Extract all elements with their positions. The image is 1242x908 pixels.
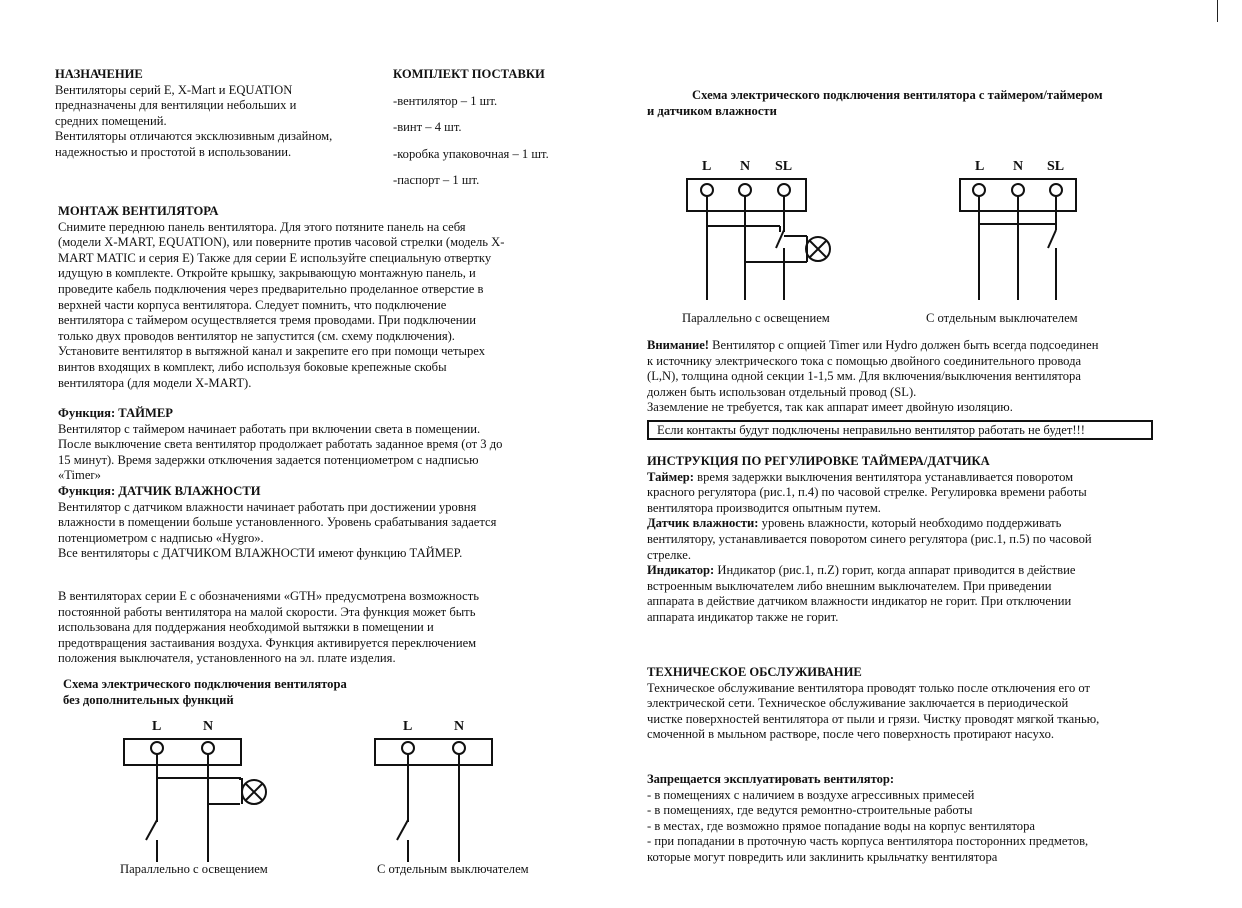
sensor-instruction-line: вентилятору, устанавливается поворотом синего регулятора (рис.1, п.5) по часовой	[647, 531, 1092, 546]
forbidden-title: Запрещается эксплуатировать вентилятор:	[647, 772, 895, 786]
left-d2-label-n: N	[454, 719, 465, 734]
mounting-section	[58, 204, 558, 391]
right-d2-terminal-l	[973, 184, 985, 196]
attention-section	[647, 338, 1155, 416]
timer-line: После выключение света вентилятор продолжает работать заданное время (от 3 до	[58, 437, 503, 452]
purpose-section	[55, 67, 375, 161]
right-d1-label-sl: SL	[775, 159, 793, 174]
kit-title: КОМПЛЕКТ ПОСТАВКИ	[393, 67, 545, 81]
timer-lead: Таймер:	[647, 469, 695, 484]
right-d2-terminal-sl	[1050, 184, 1062, 196]
mounting-title: МОНТАЖ ВЕНТИЛЯТОРА	[58, 204, 219, 218]
right-d2-label-n: N	[1013, 159, 1024, 174]
timer-instruction-line: время задержки выключения вентилятора устанавливается поворотом	[694, 469, 1074, 484]
attention-line: должен быть использован отдельный провод (SL).	[647, 384, 917, 399]
humidity-line: Все вентиляторы с ДАТЧИКОМ ВЛАЖНОСТИ имеют функцию ТАЙМЕР.	[58, 546, 463, 561]
attention-line: Заземление не требуется, так как аппарат имеет двойную изоляцию.	[647, 400, 1013, 415]
attention-line: Вентилятор с опцией Timer или Hydro должен быть всегда подсоединен	[709, 338, 1099, 352]
indicator-instruction-line: встроенным выключателем либо внешним выключателем. При приведении	[647, 578, 1052, 593]
timer-section	[58, 406, 558, 562]
right-d1-switch	[776, 230, 784, 248]
mounting-line: Установите вентилятор в вытяжной канал и закрепите его при помощи четырех	[58, 344, 485, 359]
right-scheme-title	[647, 88, 1167, 119]
maintenance-line: чистке поверхностей вентилятора от пыли и грязи. Чистку проводят мягкой тканью,	[647, 711, 1100, 726]
instruction-section	[647, 454, 1155, 626]
forbidden-item: - при попадании в проточную часть корпуса вентилятора посторонних предметов,	[647, 834, 1089, 849]
maintenance-line: смоченной в мыльном растворе, после чего поверхность протирают насухо.	[647, 727, 1055, 742]
timer-instruction-line: красного регулятора (рис.1, п.4) по часовой стрелке. Регулировка времени работы	[647, 485, 1087, 500]
purpose-line: средних помещений.	[55, 113, 167, 128]
mounting-line: MART MATIC и серия E) Также для серии E используйте специальную отвертку	[58, 250, 492, 265]
indicator-lead: Индикатор:	[647, 563, 715, 578]
right-caption-1: Параллельно с освещением	[682, 311, 830, 325]
purpose-line: предназначены для вентиляции небольших и	[55, 98, 297, 113]
mounting-line: проведите кабель подключения через предварительно проделанное отверстие в	[58, 281, 484, 296]
left-scheme-title-1: Схема электрического подключения вентилятора	[63, 677, 347, 691]
indicator-instruction-line: аппарата в действие датчиком влажности индикатор не горит. При отключении	[647, 594, 1072, 609]
right-caption-2: С отдельным выключателем	[926, 311, 1078, 325]
kit-item: -паспорт – 1 шт.	[393, 173, 480, 188]
gth-line: В вентиляторах серии E с обозначениями «GTH» предусмотрена возможность	[58, 589, 480, 603]
indicator-instruction-line: Индикатор (рис.1, п.Z) горит, когда аппарат приводится в действие	[714, 563, 1076, 578]
maintenance-title: ТЕХНИЧЕСКОЕ ОБСЛУЖИВАНИЕ	[647, 665, 862, 679]
left-scheme-title	[63, 677, 463, 708]
right-scheme-title-2: и датчиком влажности	[647, 103, 777, 118]
humidity-line: влажности в помещении больше установленного. Уровень срабатывания задается	[58, 515, 497, 530]
right-d1-terminal-sl	[778, 184, 790, 196]
right-scheme-title-1: Схема электрического подключения вентилятора с таймером/таймером	[692, 88, 1103, 102]
gth-line: использована для поддержания необходимой вытяжки в помещении и	[58, 620, 434, 635]
mounting-line: Снимите переднюю панель вентилятора. Для этого потяните панель на себя	[58, 219, 466, 234]
sensor-instruction-line: уровень влажности, который необходимо поддерживать	[758, 516, 1062, 531]
forbidden-item: - в помещениях с наличием в воздухе агрессивных примесей	[647, 787, 975, 802]
sensor-instruction-line: стрелке.	[647, 547, 691, 562]
timer-line: Вентилятор с таймером начинает работать при включении света в помещении.	[58, 421, 481, 436]
forbidden-item: - в помещениях, где ведутся ремонтно-строительные работы	[647, 803, 973, 818]
sensor-lead: Датчик влажности:	[647, 516, 759, 531]
left-d2-terminal-l	[402, 742, 414, 754]
right-d1-terminal-n	[739, 184, 751, 196]
right-d2-label-l: L	[975, 159, 985, 174]
left-scheme-title-2: без дополнительных функций	[63, 692, 234, 707]
left-d2-fan-block	[375, 739, 492, 765]
timer-instruction-line: вентилятора производится опытным путем.	[647, 500, 881, 515]
right-d1-label-n: N	[740, 159, 751, 174]
purpose-line: Вентиляторы серий E, X-Mart и EQUATION	[55, 82, 293, 97]
left-d1-lamp-wire-top	[157, 778, 240, 780]
forbidden-section	[647, 772, 1159, 866]
indicator-instruction-line: аппарата индикатор также не горит.	[647, 609, 839, 624]
left-caption-1: Параллельно с освещением	[120, 862, 268, 876]
timer-label: Функция: ТАЙМЕР	[58, 406, 173, 420]
page-edge-rule	[1217, 0, 1218, 22]
mounting-line: (модели X-MART, EQUATION), или поверните против часовой стрелки (модель X-	[58, 235, 505, 250]
attention-line: (L,N), толщина одной секции 1-1,5 мм. Для включения/выключения вентилятора	[647, 369, 1081, 384]
left-caption-2: С отдельным выключателем	[377, 862, 529, 876]
forbidden-item: которые могут повредить или заклинить крыльчатку вентилятора	[647, 849, 998, 864]
kit-section	[393, 67, 593, 189]
kit-item: -вентилятор – 1 шт.	[393, 93, 498, 108]
timer-line: «Timer»	[58, 468, 101, 483]
left-d2-label-l: L	[403, 719, 413, 734]
gth-line: постоянной работы вентилятора на малой скорости. Эта функция может быть	[58, 604, 476, 619]
right-d2-terminal-n	[1012, 184, 1024, 196]
mounting-line: только двух проводов вентилятор не запустится (см. схему подключения).	[58, 328, 455, 343]
purpose-line: Вентиляторы отличаются эксклюзивным дизайном,	[55, 129, 333, 144]
right-d2-label-sl: SL	[1047, 159, 1065, 174]
left-d1-terminal-n	[202, 742, 214, 754]
left-d1-terminal-l	[151, 742, 163, 754]
gth-section	[58, 589, 558, 667]
kit-item: -винт – 4 шт.	[393, 120, 462, 135]
forbidden-item: - в местах, где возможно прямое попадание воды на корпус вентилятора	[647, 818, 1035, 833]
purpose-title: НАЗНАЧЕНИЕ	[55, 67, 143, 81]
mounting-line: вентилятора с таймером осуществляется тремя проводами. При подключении	[58, 313, 477, 328]
timer-line: 15 минут). Время задержки отключения задается потенциометром с надписью	[58, 452, 479, 467]
right-d1-terminal-l	[701, 184, 713, 196]
left-wiring-diagrams	[100, 712, 560, 862]
right-d1-label-l: L	[702, 159, 712, 174]
left-d1-fan-block	[124, 739, 241, 765]
maintenance-line: Техническое обслуживание вентилятора проводят только после отключения его от	[647, 680, 1091, 695]
left-d2-terminal-n	[453, 742, 465, 754]
warning-text: Если контакты будут подключены неправильно вентилятор работать не будет!!!	[657, 423, 1085, 437]
mounting-line: идущую в комплекте. Откройте крышку, закрывающую монтажную панель, и	[58, 266, 476, 281]
right-d2-switch	[1048, 230, 1056, 248]
gth-line: положения выключателя, установленного на эл. плате изделия.	[58, 651, 396, 666]
mounting-line: верхней части корпуса вентилятора. Следует помнить, что подключение	[58, 297, 447, 312]
maintenance-section	[647, 665, 1155, 743]
humidity-label: Функция: ДАТЧИК ВЛАЖНОСТИ	[58, 483, 261, 498]
warning-box	[647, 420, 1153, 440]
attention-line: к источнику электрического тока с помощью двойного соединительного провода	[647, 353, 1082, 368]
left-d2-switch	[397, 820, 408, 840]
left-d1-switch	[146, 820, 157, 840]
gth-line: предотвращения застаивания воздуха. Функция активируется переключением	[58, 635, 477, 650]
humidity-line: Вентилятор с датчиком влажности начинает работать при достижении уровня	[58, 499, 477, 514]
kit-item: -коробка упаковочная – 1 шт.	[393, 146, 549, 161]
mounting-line: вентилятора (для модели X-MART).	[58, 375, 252, 390]
mounting-line: винтов входящих в комплект, либо используя боковые крепежные скобы	[58, 359, 447, 374]
attention-lead: Внимание!	[647, 338, 709, 352]
left-d1-label-l: L	[152, 719, 162, 734]
left-d1-label-n: N	[203, 719, 214, 734]
maintenance-line: электрической сети. Техническое обслуживание заключается в периодической	[647, 696, 1069, 711]
right-wiring-diagrams	[680, 152, 1100, 302]
humidity-line: потенциометром с надписью «Hygro».	[58, 530, 264, 545]
instruction-title: ИНСТРУКЦИЯ ПО РЕГУЛИРОВКЕ ТАЙМЕРА/ДАТЧИКА	[647, 454, 990, 468]
purpose-line: надежностью и простотой в использовании.	[55, 144, 292, 159]
